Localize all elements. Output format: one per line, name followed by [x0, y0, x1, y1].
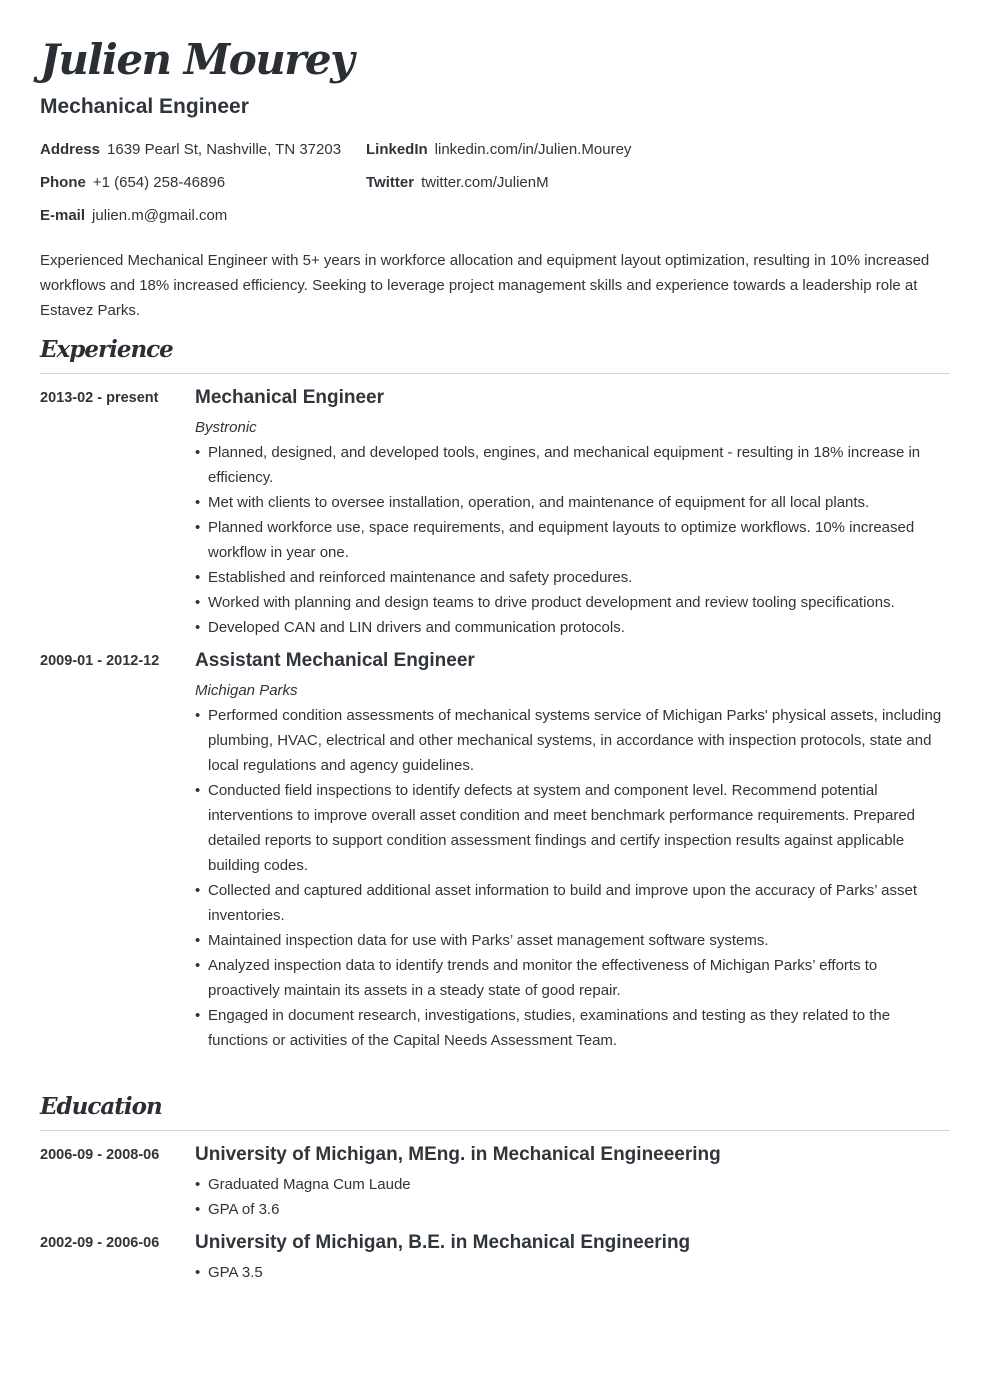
education-title: University of Michigan, MEng. in Mechanical Engineeering: [195, 1144, 721, 1165]
education-list: [40, 1144, 950, 1295]
experience-bullet: • Maintained inspection data for use with Parks’ asset management software systems.: [195, 928, 950, 953]
experience-details: [195, 650, 950, 1053]
phone-label: Phone: [40, 174, 86, 191]
email-field: [40, 205, 227, 227]
contact-row: [40, 172, 950, 205]
education-date: 2002-09 - 2006-06: [40, 1235, 160, 1251]
experience-company: Bystronic: [195, 419, 257, 436]
email-link[interactable]: julien.m@gmail.com: [92, 207, 228, 224]
contact-row: [40, 205, 950, 238]
candidate-title: Mechanical Engineer: [40, 95, 249, 118]
experience-company: Michigan Parks: [195, 682, 298, 699]
education-section-heading: [40, 1087, 950, 1131]
education-bullet: • GPA 3.5: [195, 1260, 950, 1285]
linkedin-field: [366, 139, 631, 161]
experience-date: 2013-02 - present: [40, 390, 159, 406]
email-label: E-mail: [40, 207, 86, 224]
experience-bullet-list: [195, 440, 950, 640]
experience-bullet: • Engaged in document research, investigations, studies, examinations and testing as they related to the functions or activities of the Capital Needs Assessment Team.: [195, 1003, 950, 1053]
education-date: 2006-09 - 2008-06: [40, 1147, 160, 1163]
twitter-field: [366, 172, 549, 194]
experience-bullet: • Collected and captured additional asset information to build and improve upon the accuracy of Parks’ asset inventories.: [195, 878, 950, 928]
experience-bullet: • Planned, designed, and developed tools, engines, and mechanical equipment - resulting in 18% increase in efficiency.: [195, 440, 950, 490]
experience-list: [40, 387, 950, 1063]
experience-title: Mechanical Engineer: [195, 387, 385, 408]
education-details: [195, 1232, 950, 1285]
education-heading-text: Education: [40, 1093, 162, 1120]
experience-bullet: • Worked with planning and design teams to drive product development and review tooling specifications.: [195, 590, 950, 615]
phone-value: +1 (654) 258-46896: [92, 174, 226, 191]
experience-title: Assistant Mechanical Engineer: [195, 650, 475, 671]
experience-date: 2009-01 - 2012-12: [40, 653, 160, 669]
candidate-name: Julien Mourey: [40, 35, 353, 84]
address-value: 1639 Pearl St, Nashville, TN 37203: [107, 141, 342, 158]
education-bullet-list: [195, 1172, 950, 1222]
experience-section-heading: [40, 330, 950, 374]
address-field: [40, 139, 341, 161]
contact-row: [40, 139, 950, 172]
phone-field: [40, 172, 225, 194]
experience-heading-text: Experience: [40, 336, 173, 363]
twitter-link[interactable]: twitter.com/JulienM: [421, 174, 549, 191]
education-details: [195, 1144, 950, 1222]
experience-entry: [40, 387, 950, 640]
education-entry: [40, 1232, 950, 1285]
twitter-label: Twitter: [366, 174, 415, 191]
experience-details: [195, 387, 950, 640]
linkedin-link[interactable]: linkedin.com/in/Julien.Mourey: [434, 141, 632, 158]
experience-bullet: • Planned workforce use, space requirements, and equipment layouts to optimize workflows. 10% increased workflow in year one.: [195, 515, 950, 565]
education-bullet: • Graduated Magna Cum Laude: [195, 1172, 950, 1197]
education-bullet: • GPA of 3.6: [195, 1197, 950, 1222]
experience-bullet: • Performed condition assessments of mechanical systems service of Michigan Parks' physical assets, including plumbing, HVAC, electrical and other mechanical systems, in accordance with inspection protocols, state and local regulations and agency guidelines.: [195, 703, 950, 778]
experience-bullet: • Established and reinforced maintenance and safety procedures.: [195, 565, 950, 590]
experience-bullet: • Met with clients to oversee installation, operation, and maintenance of equipment for all local plants.: [195, 490, 950, 515]
education-bullet-list: [195, 1260, 950, 1285]
education-title: University of Michigan, B.E. in Mechanical Engineering: [195, 1232, 691, 1253]
education-entry: [40, 1144, 950, 1222]
contact-block: [40, 139, 950, 238]
experience-bullet: • Analyzed inspection data to identify trends and monitor the effectiveness of Michigan Parks’ efforts to proactively maintain its assets in a steady state of good repair.: [195, 953, 950, 1003]
address-label: Address: [40, 141, 101, 158]
experience-bullet-list: [195, 703, 950, 1053]
experience-entry: [40, 650, 950, 1053]
profile-summary: Experienced Mechanical Engineer with 5+ years in workforce allocation and equipment layout optimization, resulting in 10% increased workflows and 18% increased efficiency. Seeking to leverage project management skills and experience towards a leadership role at Estavez Parks.: [40, 252, 930, 319]
linkedin-label: LinkedIn: [366, 141, 428, 158]
experience-bullet: • Developed CAN and LIN drivers and communication protocols.: [195, 615, 950, 640]
experience-bullet: • Conducted field inspections to identify defects at system and component level. Recommend potential interventions to improve overall asset condition and meet benchmark performance requirements. Prepared detailed reports to support condition assessment findings and certify inspection results against applicable building codes.: [195, 778, 950, 878]
